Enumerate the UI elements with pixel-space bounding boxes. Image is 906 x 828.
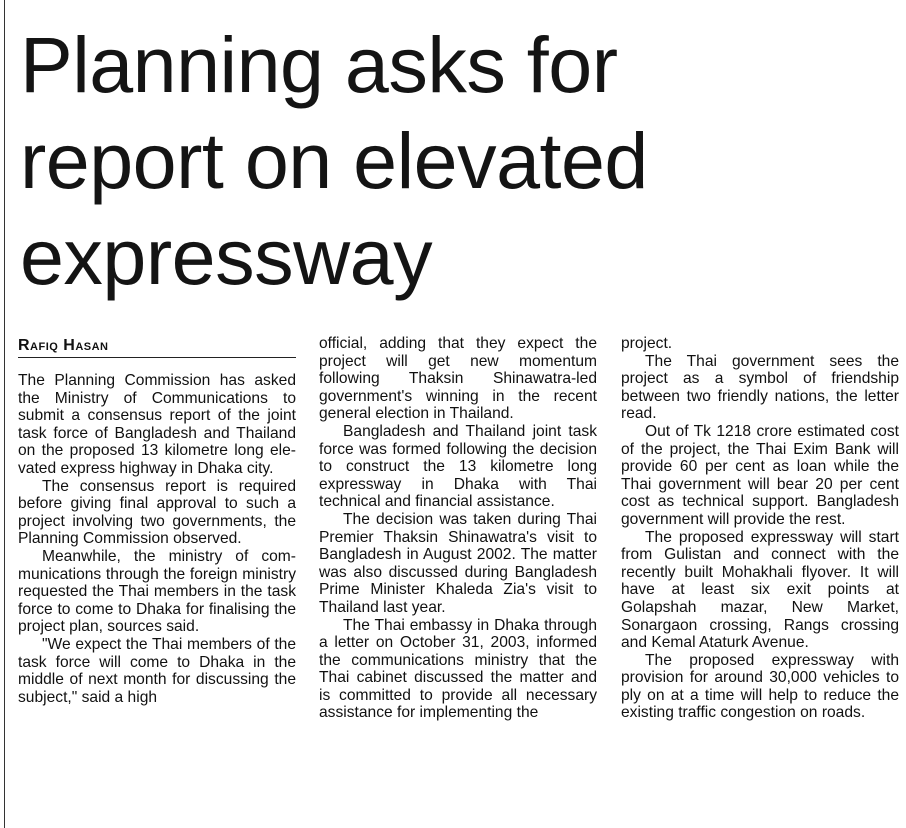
paragraph: The proposed expressway with provision for around 30,000 vehicles to ply on at a time will help to reduce the existing traffic congestion on roads. xyxy=(621,651,899,722)
paragraph: The Thai embassy in Dhaka through a letter on October 31, 2003, informed the communications ministry that the Thai cabinet discussed the matter and is committed to provide all necessary assistance for implementing the xyxy=(319,616,597,722)
paragraph: The Planning Commission has asked the Ministry of Communications to submit a consensus report of the joint task force of Bangladesh and Thailand on the proposed 13 kilometre long elevated express highway in Dhaka city. xyxy=(18,372,296,477)
article-column-1 xyxy=(18,335,296,706)
headline-line: Planning asks for xyxy=(20,20,618,109)
headline-line: report on elevated xyxy=(20,116,648,205)
paragraph: The decision was taken during Thai Premier Thaksin Shinawatra's visit to Bangladesh in August 2002. The matter was also discussed during Bangladesh Prime Minister Khaleda Zia's visit to Thailand last year. xyxy=(319,510,597,616)
paragraph: official, adding that they expect the project will get new momentum following Thaksin Shinawatra-led government's winning in the recent general election in Thailand. xyxy=(319,335,597,423)
article-column-2 xyxy=(319,335,597,722)
headline xyxy=(20,17,900,305)
column-rule xyxy=(4,0,5,828)
paragraph: The consensus report is required before giving final approval to such a project involving two governments, the Planning Commission observed. xyxy=(18,477,296,548)
paragraph: "We expect the Thai members of the task force will come to Dhaka in the middle of next month for discussing the subject," said a high xyxy=(18,635,296,706)
paragraph: Meanwhile, the ministry of communications through the foreign ministry requested the Thai members in the task force to come to Dhaka for finalising the project plan, sources said. xyxy=(18,547,296,636)
byline: Rafiq Hasan xyxy=(18,335,296,358)
paragraph: The proposed expressway will start from Gulistan and connect with the recently built Mohakhali flyover. It will have at least six exit points at Golapshah mazar, New Market, Sonargaon crossing, Rangs crossing and Kemal Ataturk Avenue. xyxy=(621,528,899,652)
paragraph: Bangladesh and Thailand joint task force was formed following the decision to construct the 13 kilometre long expressway in Dhaka with Thai technical and financial assistance. xyxy=(319,422,597,511)
article-column-3 xyxy=(621,335,899,722)
paragraph: Out of Tk 1218 crore estimated cost of the project, the Thai Exim Bank will provide 60 per cent as loan while the Thai government will bear 20 per cent cost as technical support. Bangladesh government will provide the rest. xyxy=(621,422,899,528)
headline-line: expressway xyxy=(20,212,433,301)
paragraph: The Thai government sees the project as a symbol of friendship between two friendly nations, the letter read. xyxy=(621,352,899,423)
paragraph: project. xyxy=(621,335,673,352)
